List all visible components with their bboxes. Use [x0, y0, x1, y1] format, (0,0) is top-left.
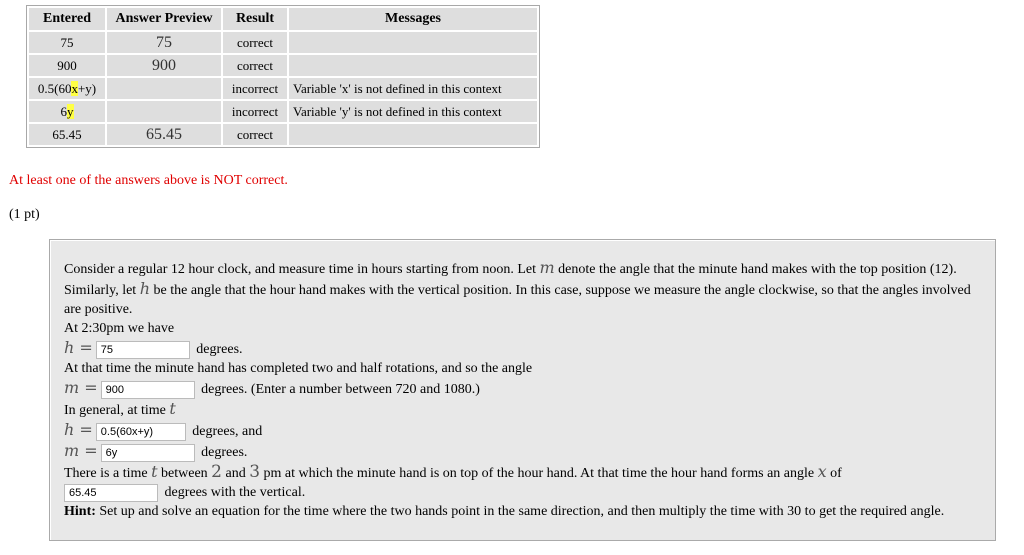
problem-line: [64, 441, 981, 462]
math-var-m: m: [539, 258, 555, 277]
hint-label: Hint:: [64, 504, 96, 519]
problem-text: between: [157, 466, 212, 481]
result-cell: incorrect: [223, 78, 287, 99]
entered-text: 6: [60, 103, 67, 119]
problem-line: [64, 378, 981, 399]
error-highlight: y: [67, 103, 74, 119]
table-row: [29, 78, 537, 99]
table-row: [29, 32, 537, 53]
entered-text: +y): [77, 80, 97, 96]
unit-text: degrees.: [196, 342, 243, 357]
answer-input-3[interactable]: 0.5(60x+y): [96, 423, 186, 441]
preview-cell: 75: [107, 32, 221, 53]
math-num: 3: [249, 462, 261, 482]
answer-input-2[interactable]: 900: [101, 381, 195, 399]
status-message: At least one of the answers above is NOT correct.: [9, 173, 288, 188]
header-result: Result: [223, 8, 287, 30]
preview-cell: [107, 78, 221, 99]
intro-text: Consider a regular 12 hour clock, and measure time in hours starting from noon. Let: [64, 262, 540, 277]
header-entered: Entered: [29, 8, 105, 30]
result-cell: incorrect: [223, 101, 287, 122]
unit-text: degrees, and: [192, 424, 263, 439]
problem-line: At that time the minute hand has completed two and half rotations, and so the angle: [64, 361, 533, 376]
entered-cell: [29, 101, 105, 122]
preview-cell: [107, 101, 221, 122]
unit-text: degrees.: [201, 445, 248, 460]
hint: [64, 502, 981, 521]
message-cell: [289, 124, 537, 145]
problem-line: At 2:30pm we have: [64, 321, 175, 336]
math-var-t: t: [151, 462, 158, 481]
intro-text: denote the angle that the minute hand makes with the top position (12). Similarly, let: [64, 262, 957, 298]
header-messages: Messages: [289, 8, 537, 30]
problem-text: and: [222, 466, 250, 481]
range-note: degrees. (Enter a number between 720 and 1080.): [201, 382, 480, 397]
problem-line: [64, 338, 981, 359]
preview-cell: 900: [107, 55, 221, 76]
problem-text: pm at which the minute hand is on top of the hour hand. At that time the hour hand forms an angle: [260, 466, 818, 481]
math-num: 2: [211, 462, 222, 482]
table-row: [29, 124, 537, 145]
problem-line: [64, 399, 981, 420]
message-cell: Variable 'y' is not defined in this context: [289, 101, 537, 122]
table-row: [29, 101, 537, 122]
math-var-h: h: [139, 279, 151, 298]
problem-text: of: [826, 466, 842, 481]
equation-h: h =: [64, 420, 93, 439]
problem-intro: [64, 258, 981, 319]
entered-cell: [29, 78, 105, 99]
general-text: In general, at time: [64, 403, 170, 418]
message-cell: Variable 'x' is not defined in this context: [289, 78, 537, 99]
problem-text: There is a time: [64, 466, 152, 481]
result-cell: correct: [223, 55, 287, 76]
entered-cell: 75: [29, 32, 105, 53]
equation-m: m =: [64, 441, 98, 460]
entered-text: 0.5(60: [37, 80, 72, 96]
message-cell: [289, 32, 537, 53]
entered-cell: 65.45: [29, 124, 105, 145]
answer-input-4[interactable]: 6y: [101, 444, 195, 462]
results-table: [26, 5, 540, 148]
problem-line: [64, 462, 981, 483]
result-cell: correct: [223, 124, 287, 145]
unit-text: degrees with the vertical.: [164, 485, 306, 500]
problem-box: [49, 239, 996, 541]
hint-text: Set up and solve an equation for the time where the two hands point in the same direction, and then multiply the time with 30 to get the required angle.: [95, 504, 945, 519]
math-var-t: t: [169, 399, 176, 418]
problem-points: (1 pt): [9, 207, 40, 222]
header-answer-preview: Answer Preview: [107, 8, 221, 30]
problem-line: [64, 483, 981, 502]
answer-input-1[interactable]: 75: [96, 341, 190, 359]
message-cell: [289, 55, 537, 76]
entered-cell: 900: [29, 55, 105, 76]
result-cell: correct: [223, 32, 287, 53]
error-highlight: x: [71, 80, 78, 96]
intro-text: be the angle that the hour hand makes with the vertical position. In this case, suppose we measure the angle clockwise, so that the angles involved are positive.: [64, 283, 971, 317]
equation-m: m =: [64, 378, 98, 397]
preview-cell: 65.45: [107, 124, 221, 145]
results-header-row: [29, 8, 537, 30]
table-row: [29, 55, 537, 76]
equation-h: h =: [64, 338, 93, 357]
math-var-x: x: [817, 462, 827, 481]
answer-input-5[interactable]: 65.45: [64, 484, 158, 502]
problem-line: [64, 420, 981, 441]
